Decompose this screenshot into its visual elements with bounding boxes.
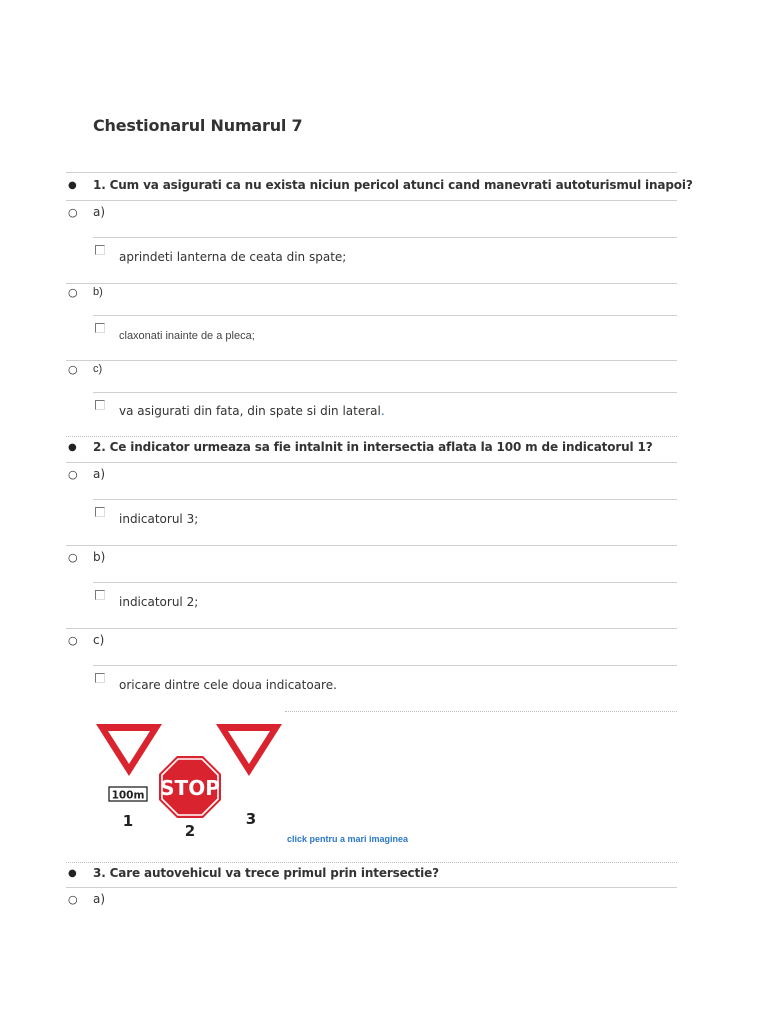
divider bbox=[93, 237, 677, 238]
divider bbox=[66, 628, 677, 629]
bullet-circle-icon: ○ bbox=[68, 468, 78, 481]
divider bbox=[285, 711, 677, 712]
divider bbox=[66, 283, 677, 284]
traffic-signs-image[interactable] bbox=[93, 714, 285, 848]
checkbox-empty-icon[interactable] bbox=[95, 245, 105, 255]
divider bbox=[93, 582, 677, 583]
divider bbox=[66, 462, 677, 463]
bullet-disc-icon: ● bbox=[68, 868, 77, 879]
bullet-circle-icon: ○ bbox=[68, 634, 78, 647]
checkbox-empty-icon[interactable] bbox=[95, 590, 105, 600]
answer-main: va asigurati din fata, din spate si din lateral bbox=[119, 404, 381, 418]
option-label: b) bbox=[93, 550, 106, 564]
answer-text: indicatorul 3; bbox=[119, 512, 199, 526]
divider bbox=[66, 545, 677, 546]
bullet-circle-icon: ○ bbox=[68, 363, 78, 376]
divider bbox=[66, 887, 677, 888]
page-title: Chestionarul Numarul 7 bbox=[93, 116, 303, 135]
option-label: c) bbox=[93, 633, 105, 647]
option-label: b) bbox=[93, 286, 103, 298]
divider bbox=[66, 436, 677, 437]
answer-text: oricare dintre cele doua indicatoare. bbox=[119, 678, 337, 692]
bullet-circle-icon: ○ bbox=[68, 551, 78, 564]
answer-text bbox=[119, 404, 385, 418]
yield-sign-1-icon bbox=[96, 724, 162, 776]
divider bbox=[93, 315, 677, 316]
stop-text: STOP bbox=[160, 776, 220, 800]
plate-text: 100m bbox=[111, 789, 145, 802]
divider bbox=[66, 360, 677, 361]
enlarge-image-link[interactable]: click pentru a mari imaginea bbox=[287, 834, 409, 844]
answer-text: claxonati inainte de a pleca; bbox=[119, 330, 255, 342]
question-3: 3. Care autovehicul va trece primul prin intersectie? bbox=[93, 866, 439, 880]
checkbox-empty-icon[interactable] bbox=[95, 673, 105, 683]
divider bbox=[66, 200, 677, 201]
checkbox-empty-icon[interactable] bbox=[95, 507, 105, 517]
sign-number-2: 2 bbox=[184, 822, 196, 840]
option-label: a) bbox=[93, 892, 106, 906]
question-2: 2. Ce indicator urmeaza sa fie intalnit in intersectia aflata la 100 m de indicatorul 1? bbox=[93, 440, 653, 454]
sign-number-1: 1 bbox=[122, 812, 134, 830]
traffic-signs-svg bbox=[93, 714, 285, 848]
divider bbox=[93, 499, 677, 500]
question-1: 1. Cum va asigurati ca nu exista niciun pericol atunci cand manevrati autoturismul inapoi? bbox=[93, 178, 693, 192]
bullet-disc-icon: ● bbox=[68, 180, 77, 191]
checkbox-empty-icon[interactable] bbox=[95, 400, 105, 410]
divider bbox=[93, 665, 677, 666]
sign-number-3: 3 bbox=[245, 810, 257, 828]
bullet-circle-icon: ○ bbox=[68, 286, 78, 299]
option-label: a) bbox=[93, 205, 106, 219]
bullet-disc-icon: ● bbox=[68, 442, 77, 453]
bullet-circle-icon: ○ bbox=[68, 206, 78, 219]
divider bbox=[93, 392, 677, 393]
divider bbox=[66, 172, 677, 173]
answer-text: indicatorul 2; bbox=[119, 595, 199, 609]
yield-sign-3-icon bbox=[216, 724, 282, 776]
checkbox-empty-icon[interactable] bbox=[95, 323, 105, 333]
option-label: a) bbox=[93, 467, 106, 481]
bullet-circle-icon: ○ bbox=[68, 893, 78, 906]
option-label: c) bbox=[93, 363, 103, 375]
answer-text: aprindeti lanterna de ceata din spate; bbox=[119, 250, 347, 264]
answer-trail: . bbox=[380, 404, 385, 418]
divider bbox=[66, 862, 677, 863]
